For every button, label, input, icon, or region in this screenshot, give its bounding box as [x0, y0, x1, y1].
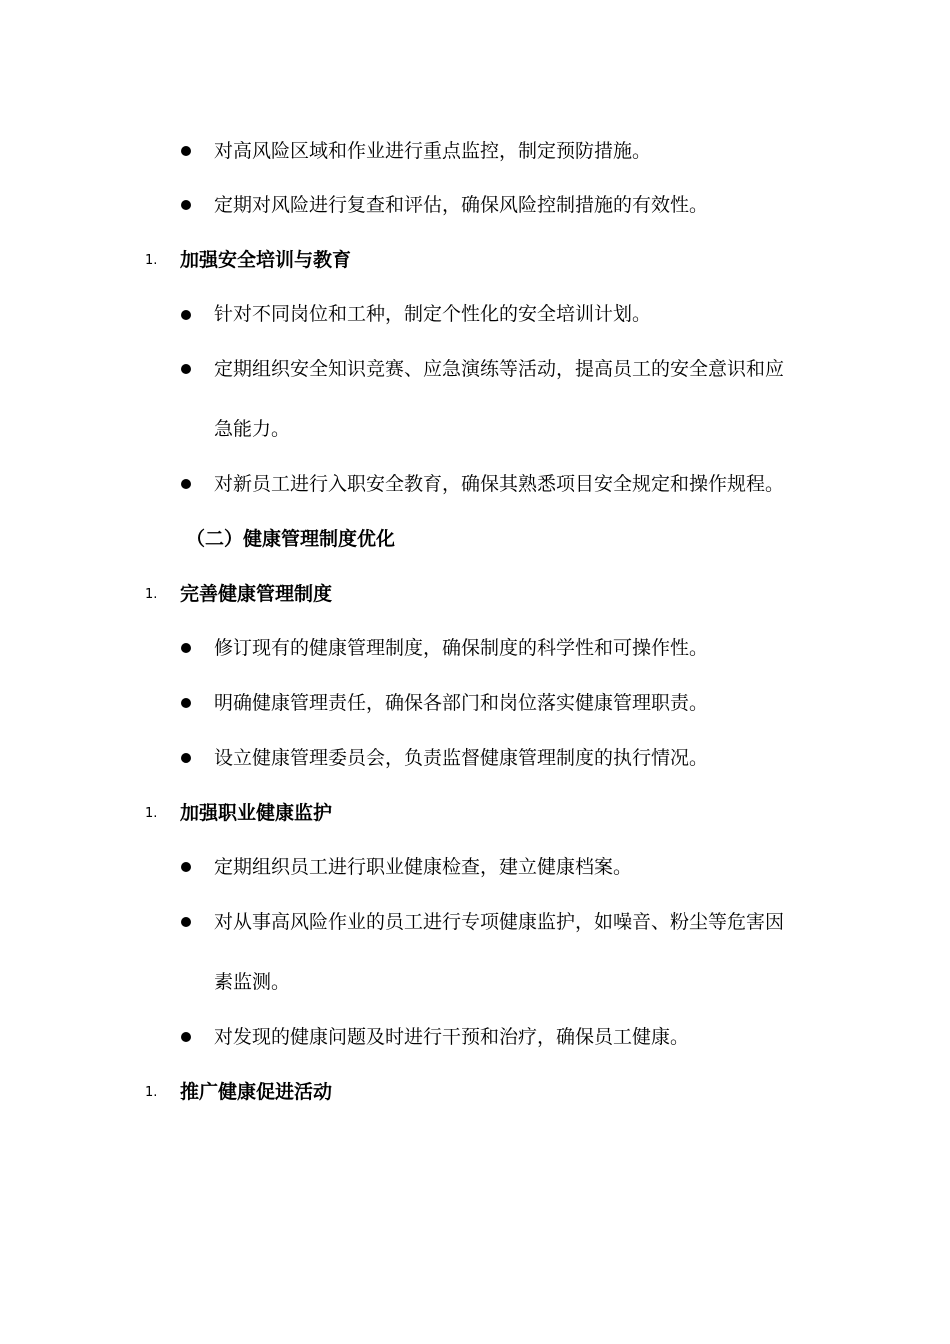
- bullet-dot-icon: [181, 364, 191, 374]
- bullet-dot-icon: [181, 698, 191, 708]
- bullet-text: 对发现的健康问题及时进行干预和治疗，确保员工健康。: [214, 1026, 690, 1048]
- list-number: 1.: [145, 587, 158, 602]
- bullet-dot-icon: [181, 917, 191, 927]
- bullet-text-continuation: 素监测。: [214, 971, 291, 993]
- bullet-text: 对新员工进行入职安全教育，确保其熟悉项目安全规定和操作规程。: [214, 473, 785, 495]
- bullet-text-continuation: 急能力。: [214, 418, 291, 440]
- bullet-dot-icon: [181, 200, 191, 210]
- bullet-dot-icon: [181, 146, 191, 156]
- bullet-dot-icon: [181, 862, 191, 872]
- list-number: 1.: [145, 253, 158, 268]
- bullet-text: 定期对风险进行复查和评估，确保风险控制措施的有效性。: [214, 194, 709, 216]
- bullet-dot-icon: [181, 1032, 191, 1042]
- list-number: 1.: [145, 1085, 158, 1100]
- bullet-dot-icon: [181, 310, 191, 320]
- numbered-heading: 推广健康促进活动: [180, 1081, 333, 1103]
- bullet-text: 明确健康管理责任，确保各部门和岗位落实健康管理职责。: [214, 692, 709, 714]
- bullet-text: 对从事高风险作业的员工进行专项健康监护，如噪音、粉尘等危害因: [214, 911, 785, 933]
- bullet-text: 定期组织员工进行职业健康检查，建立健康档案。: [214, 856, 633, 878]
- bullet-text: 设立健康管理委员会，负责监督健康管理制度的执行情况。: [214, 747, 709, 769]
- section-subheading: （二）健康管理制度优化: [186, 528, 396, 550]
- bullet-dot-icon: [181, 479, 191, 489]
- bullet-text: 定期组织安全知识竞赛、应急演练等活动，提高员工的安全意识和应: [214, 358, 785, 380]
- bullet-text: 对高风险区域和作业进行重点监控，制定预防措施。: [214, 140, 652, 162]
- numbered-heading: 加强安全培训与教育: [180, 249, 352, 271]
- numbered-heading: 完善健康管理制度: [180, 583, 333, 605]
- bullet-text: 修订现有的健康管理制度，确保制度的科学性和可操作性。: [214, 637, 709, 659]
- list-number: 1.: [145, 806, 158, 821]
- bullet-dot-icon: [181, 753, 191, 763]
- numbered-heading: 加强职业健康监护: [180, 802, 333, 824]
- bullet-text: 针对不同岗位和工种，制定个性化的安全培训计划。: [214, 303, 652, 325]
- bullet-dot-icon: [181, 643, 191, 653]
